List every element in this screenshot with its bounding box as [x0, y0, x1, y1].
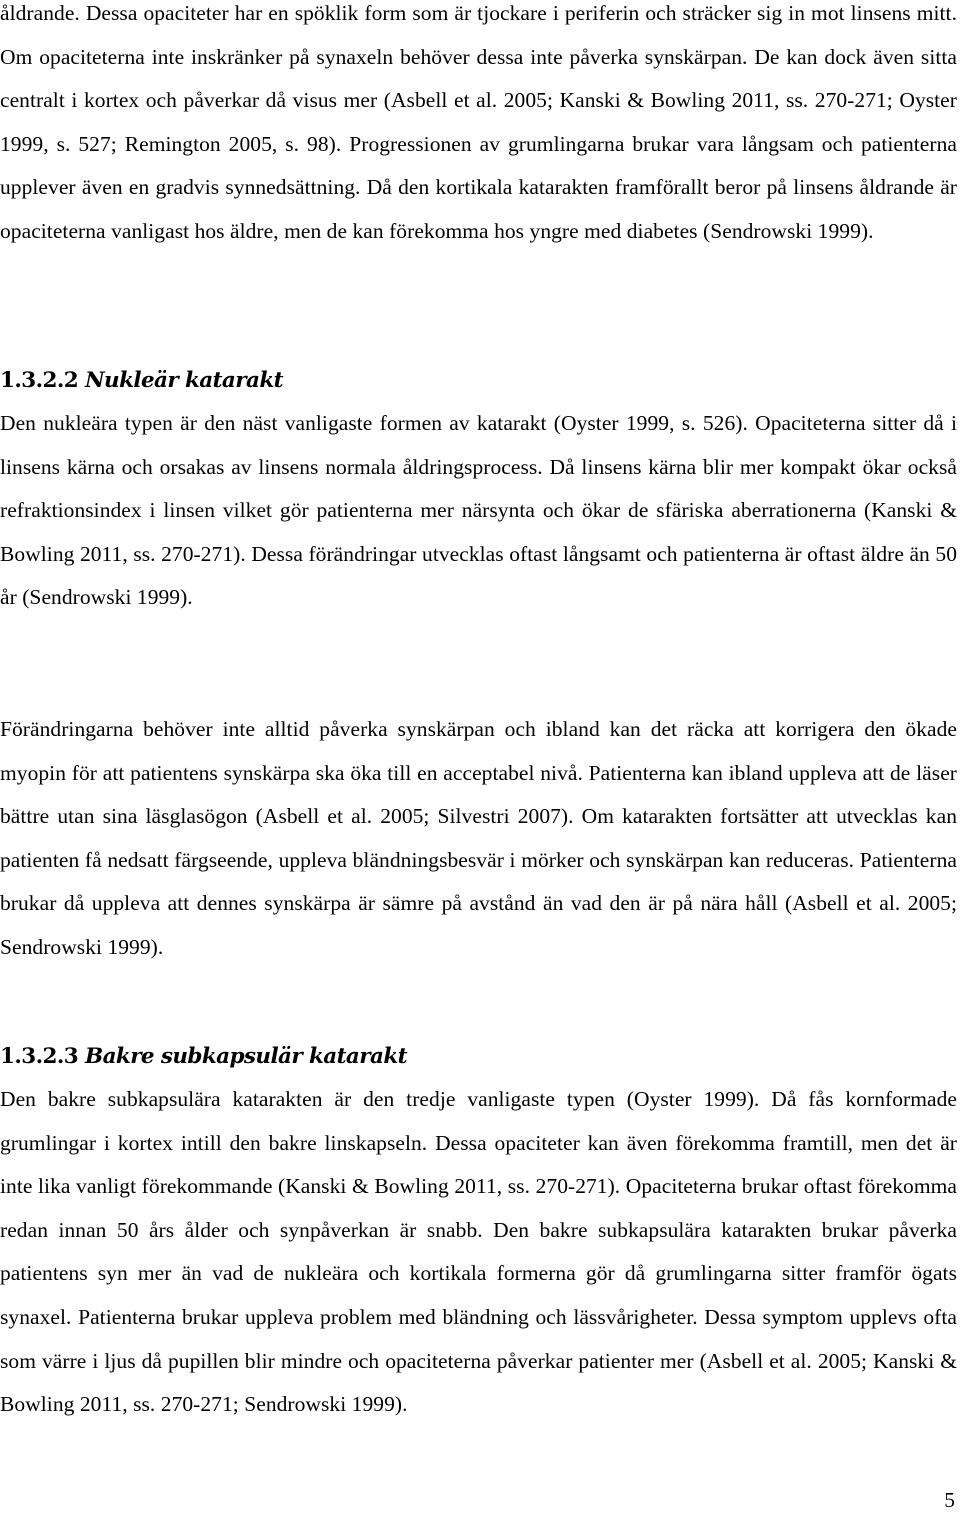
section-number: 1.3.2.2	[0, 368, 79, 393]
section-heading-posterior-subcapsular-cataract	[0, 1042, 407, 1072]
section-title: Bakre subkapsulär katarakt	[85, 1044, 407, 1069]
paragraph-nuclear-cataract: Den nukleära typen är den näst vanligaste formen av katarakt (Oyster 1999, s. 526). Opaciteterna sitter då i linsens kärna och orsakas av linsens normala åldringsprocess. Då linsens kärna blir mer kompakt ökar också refraktionsindex i linsen vilket gör patienterna mer närsynta och ökar de sfäriska aberrationerna (Kanski & Bowling 2011, ss. 270-271). Dessa förändringar utvecklas oftast långsamt och patienterna är oftast äldre än 50 år (Sendrowski 1999).	[0, 411, 957, 610]
page-number: 5	[944, 1488, 955, 1512]
paragraph-cortical-cataract-continued: åldrande. Dessa opaciteter har en spöklik form som är tjockare i periferin och sträcker sig in mot linsens mitt. Om opaciteterna inte inskränker på synaxeln behöver dessa inte påverka synskärpan. De kan dock även sitta centralt i kortex och påverkar då visus mer (Asbell et al. 2005; Kanski & Bowling 2011, ss. 270-271; Oyster 1999, s. 527; Remington 2005, s. 98). Progressionen av grumlingarna brukar vara långsam och patienterna upplever även en gradvis synnedsättning. Då den kortikala katarakten framförallt beror på linsens åldrande är opaciteterna vanligast hos äldre, men de kan förekomma hos yngre med diabetes (Sendrowski 1999).	[0, 1, 957, 243]
section-heading-nuclear-cataract	[0, 366, 283, 396]
paragraph-posterior-subcapsular-cataract: Den bakre subkapsulära katarakten är den tredje vanligaste typen (Oyster 1999). Då fås kornformade grumlingar i kortex intill den bakre linskapseln. Dessa opaciteter kan även förekomma framtill, men det är inte lika vanligt förekommande (Kanski & Bowling 2011, ss. 270-271). Opaciteterna brukar oftast förekomma redan innan 50 års ålder och synpåverkan är snabb. Den bakre subkapsulära katarakten brukar påverka patientens syn mer än vad de nukleära och kortikala formerna gör då grumlingarna sitter framför ögats synaxel. Patienterna brukar uppleva problem med bländning och lässvårigheter. Dessa symptom upplevs ofta som värre i ljus då pupillen blir mindre och opaciteterna påverkar patienter mer (Asbell et al. 2005; Kanski & Bowling 2011, ss. 270-271; Sendrowski 1999).	[0, 1087, 957, 1417]
section-title: Nukleär katarakt	[85, 368, 283, 393]
section-number: 1.3.2.3	[0, 1044, 79, 1069]
paragraph-nuclear-cataract-changes: Förändringarna behöver inte alltid påverka synskärpan och ibland kan det räcka att korrigera den ökade myopin för att patientens synskärpa ska öka till en acceptabel nivå. Patienterna kan ibland uppleva att de läser bättre utan sina läsglasögon (Asbell et al. 2005; Silvestri 2007). Om katarakten fortsätter att utvecklas kan patienten få nedsatt färgseende, uppleva bländningsbesvär i mörker och synskärpan kan reduceras. Patienterna brukar då uppleva att dennes synskärpa är sämre på avstånd än vad den är på nära håll (Asbell et al. 2005; Sendrowski 1999).	[0, 717, 957, 959]
